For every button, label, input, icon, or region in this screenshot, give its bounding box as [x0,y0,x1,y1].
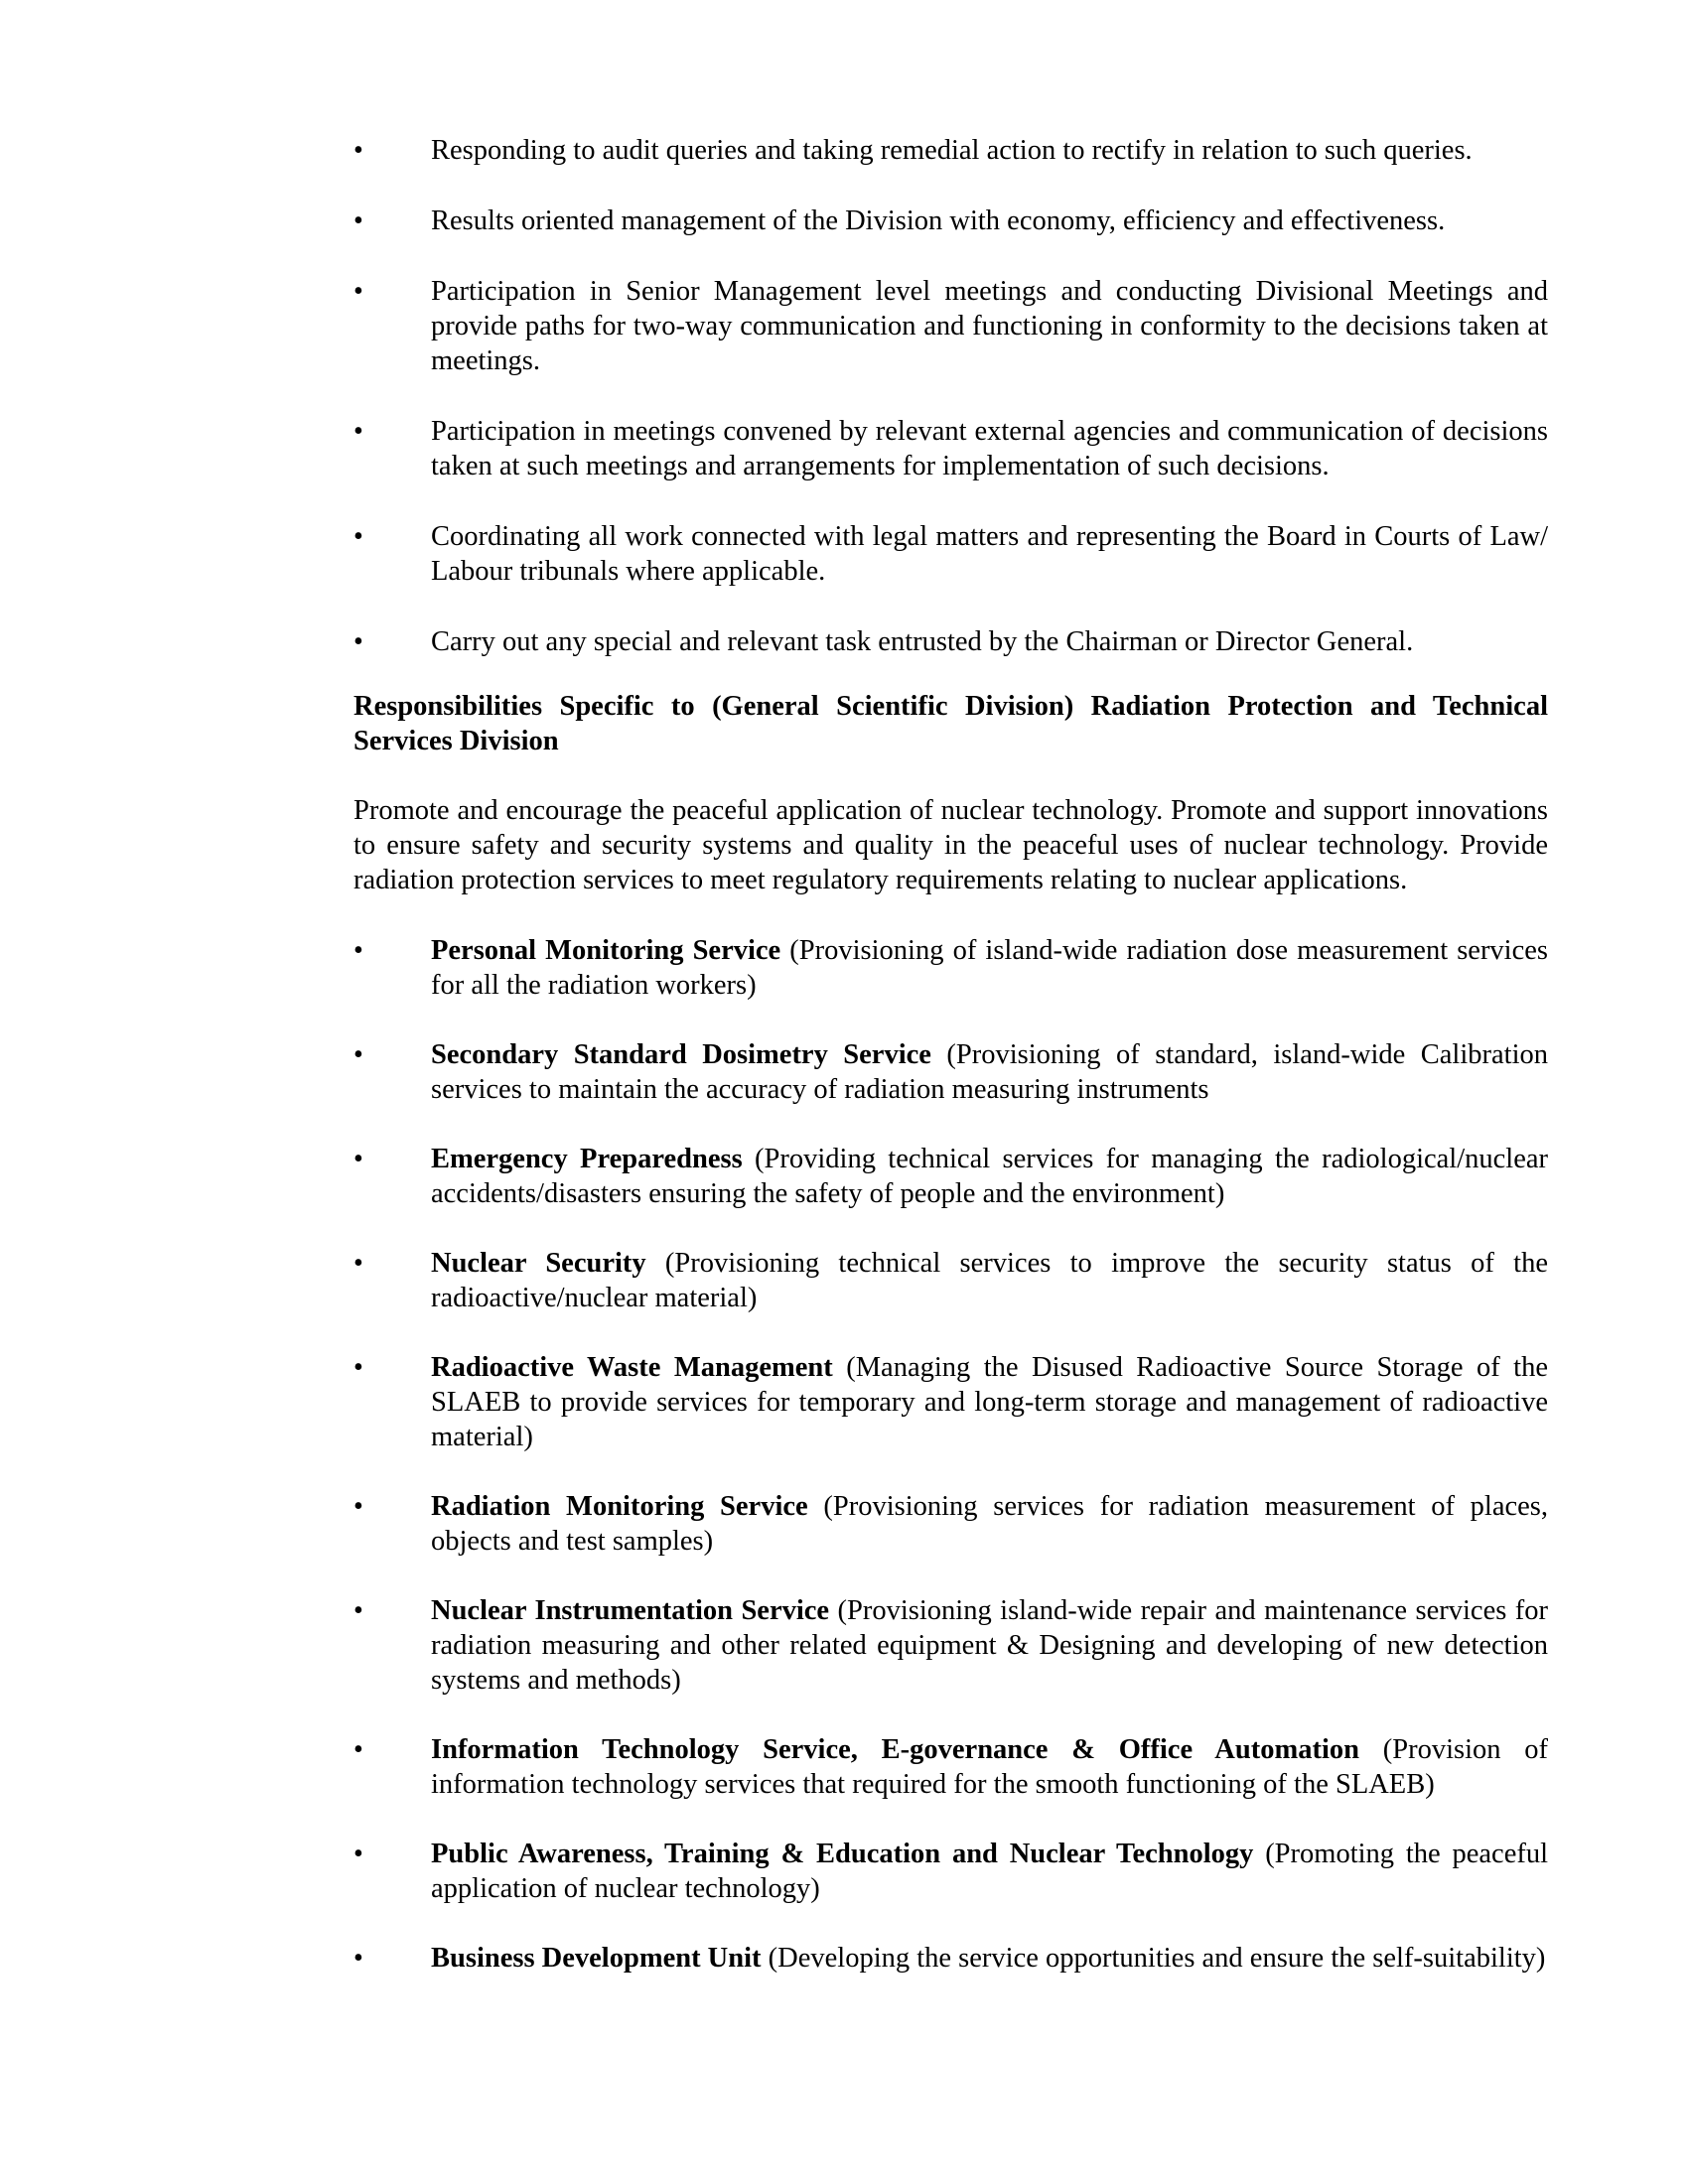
bullet-icon: • [353,1734,363,1765]
section-heading: Responsibilities Specific to (General Scientific Division) Radiation Protection and Technical Services Division [353,691,1548,756]
bullet-icon: • [353,1491,363,1522]
service-name: Personal Monitoring Service [431,935,781,966]
bullet-icon: • [353,276,363,307]
bullet-icon: • [353,205,363,236]
service-description: (Promoting the peaceful application of nuclear technology) [431,1839,1548,1904]
service-name: Secondary Standard Dosimetry Service [431,1039,931,1070]
list-item [353,133,1548,168]
service-item [353,1489,1548,1559]
list-item [353,204,1548,238]
service-name: Nuclear Security [431,1248,646,1279]
duty-text: Participation in Senior Management level meetings and conducting Divisional Meetings and provide paths for two-way communication and functioning in conformity to the decisions taken at meetings. [431,276,1548,376]
service-item [353,1732,1548,1802]
list-item [353,519,1548,589]
service-item [353,1593,1548,1698]
service-name: Nuclear Instrumentation Service [431,1595,830,1626]
service-description: (Provisioning of standard, island-wide Calibration services to maintain the accuracy of radiation measuring instruments [431,1039,1548,1105]
bullet-icon: • [353,1248,363,1279]
bullet-icon: • [353,935,363,966]
service-description: (Provision of information technology services that required for the smooth functioning of the SLAEB) [431,1734,1548,1800]
list-item [353,274,1548,378]
bullet-icon: • [353,1595,363,1626]
duty-text: Participation in meetings convened by relevant external agencies and communication of decisions taken at such meetings and arrangements for implementation of such decisions. [431,416,1548,481]
service-name: Emergency Preparedness [431,1144,743,1174]
bullet-icon: • [353,416,363,447]
bullet-icon: • [353,135,363,166]
service-name: Business Development Unit [431,1943,762,1974]
service-item [353,1837,1548,1906]
duty-text: Coordinating all work connected with legal matters and representing the Board in Courts of Law/ Labour tribunals where applicable. [431,521,1548,587]
bullet-icon: • [353,1039,363,1070]
service-name: Radiation Monitoring Service [431,1491,808,1522]
duty-text: Carry out any special and relevant task entrusted by the Chairman or Director General. [431,626,1414,657]
bullet-icon: • [353,1943,363,1974]
service-item [353,1142,1548,1211]
bullet-icon: • [353,1839,363,1869]
service-name: Information Technology Service, E-governance & Office Automation [431,1734,1359,1765]
service-description: (Provisioning island-wide repair and maintenance services for radiation measuring and other related equipment & Designing and developing of new detection systems and methods) [431,1595,1548,1696]
duties-list [353,133,1548,659]
service-item [353,1037,1548,1107]
service-item [353,1350,1548,1454]
service-name: Radioactive Waste Management [431,1352,833,1383]
bullet-icon: • [353,1144,363,1174]
service-item [353,1941,1548,1976]
service-description: (Providing technical services for managing the radiological/nuclear accidents/disasters ensuring the safety of people and the environment) [431,1144,1549,1209]
service-description: (Managing the Disused Radioactive Source Storage of the SLAEB to provide services for temporary and long-term storage and management of radioactive material) [431,1352,1548,1452]
intro-paragraph: Promote and encourage the peaceful application of nuclear technology. Promote and support innovations to ensure safety and security systems and quality in the peaceful uses of nuclear technology. Provide radiation protection services to meet regulatory requirements relating to nuclear applications. [353,795,1548,895]
service-description: (Provisioning services for radiation measurement of places, objects and test samples) [431,1491,1548,1557]
service-item [353,1246,1548,1315]
list-item [353,414,1548,483]
duty-text: Results oriented management of the Division with economy, efficiency and effectiveness. [431,205,1446,236]
list-item [353,624,1548,659]
service-name: Public Awareness, Training & Education and Nuclear Technology [431,1839,1254,1869]
service-item [353,933,1548,1003]
services-list [353,933,1548,1976]
document-page [353,133,1548,2010]
service-description: (Provisioning technical services to improve the security status of the radioactive/nuclear material) [431,1248,1549,1313]
bullet-icon: • [353,1352,363,1383]
service-description: (Provisioning of island-wide radiation dose measurement services for all the radiation workers) [431,935,1548,1001]
duty-text: Responding to audit queries and taking remedial action to rectify in relation to such queries. [431,135,1473,166]
bullet-icon: • [353,521,363,552]
service-description: (Developing the service opportunities and ensure the self-suitability) [761,1943,1546,1974]
bullet-icon: • [353,626,363,657]
